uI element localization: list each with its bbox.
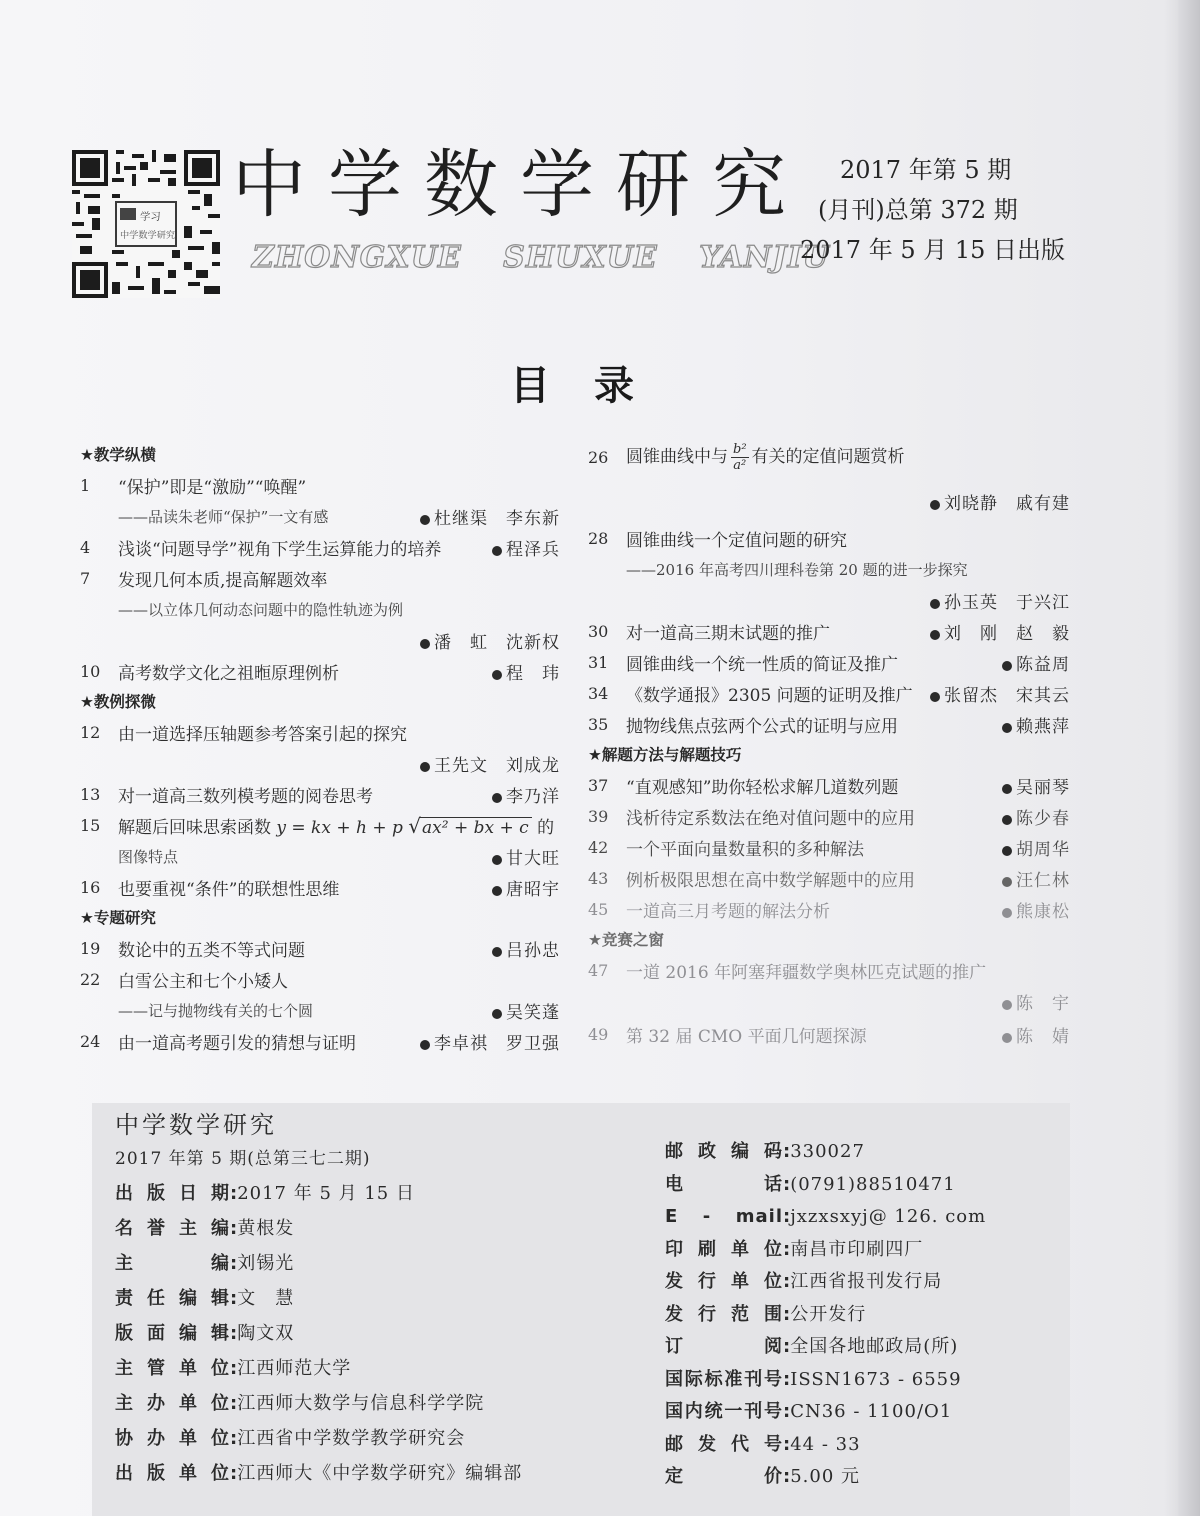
bullet-icon [930, 500, 940, 510]
masthead-key: 国际标准刊号 [665, 1368, 783, 1390]
masthead-key: 责任编辑 [115, 1288, 230, 1309]
masthead-key: 电话 [665, 1173, 783, 1195]
masthead-value: 江西师大数学与信息科学学院 [237, 1393, 485, 1414]
masthead-value: 南昌市印刷四厂 [790, 1238, 924, 1260]
svg-text:中学数学研究: 中学数学研究 [120, 230, 176, 241]
journal-title-pinyin: ZHONGXUE SHUXUE YANJIU [252, 240, 830, 275]
masthead-key: 名誉主编 [115, 1218, 230, 1239]
masthead-row [115, 1351, 635, 1386]
masthead-key: 版面编辑 [115, 1323, 230, 1344]
masthead-value: 江西师大《中学数学研究》编辑部 [237, 1463, 523, 1484]
toc-entry[interactable]: 42 一个平面向量数量积的多种解法 胡周华 [588, 838, 1070, 860]
colon: : [783, 1238, 791, 1260]
masthead-value: 江西师范大学 [237, 1358, 352, 1379]
section-heading: ★教例探微 [80, 693, 156, 711]
bullet-icon [1002, 1033, 1012, 1043]
section-heading: ★教学纵横 [80, 446, 156, 464]
bullet-icon [492, 793, 502, 803]
masthead-value: 44 - 33 [790, 1433, 861, 1455]
masthead-key: 主办单位 [115, 1393, 230, 1414]
masthead-value: 5.00 元 [790, 1466, 861, 1487]
toc-entry[interactable]: 12 由一道选择压轴题参考答案引起的探究 王先文 刘成龙 [80, 723, 560, 776]
masthead-issue: 2017 年第 5 期(总第三七二期) [115, 1149, 371, 1169]
colon: : [783, 1466, 791, 1487]
bullet-icon [492, 1009, 502, 1019]
masthead-value: 江西省中学数学教学研究会 [237, 1428, 466, 1449]
issue-number: 2017 年第 5 期 [840, 156, 1012, 184]
bullet-icon [930, 630, 940, 640]
colon: : [783, 1141, 791, 1162]
journal-title: 中学数学研究 [232, 142, 808, 228]
toc-entry[interactable]: 31 圆锥曲线一个统一性质的简证及推广 陈益周 [588, 653, 1070, 675]
masthead-right [665, 1136, 1065, 1494]
section-heading: ★解题方法与解题技巧 [588, 746, 742, 764]
bullet-icon [1002, 661, 1012, 671]
toc-entry[interactable]: 1 “保护”即是“激励”“唤醒” ——品读朱老师“保护”一文有感 杜继渠 李东新 [80, 476, 560, 529]
masthead-value: 330027 [790, 1141, 865, 1162]
colon: : [783, 1206, 791, 1227]
masthead-key: 出版日期 [115, 1183, 230, 1204]
toc-entry[interactable]: 34 《数学通报》2305 问题的证明及推广 张留杰 宋其云 [588, 684, 1070, 706]
toc-entry[interactable]: 19 数论中的五类不等式问题 吕孙忠 [80, 939, 560, 961]
masthead-value: ISSN1673 - 6559 [790, 1368, 962, 1390]
toc-entry[interactable]: 15 解题后回味思索函数 y = kx + h + p √ax² + bx + c 的 图像特点 甘大旺 [80, 814, 560, 869]
issue-info [800, 150, 1066, 270]
toc-entry[interactable]: 28 圆锥曲线一个定值问题的研究 ——2016 年高考四川理科卷第 20 题的进一步探究 孙玉英 于兴江 [588, 529, 1070, 613]
masthead-row [665, 1364, 1065, 1397]
bullet-icon [420, 1040, 430, 1050]
toc-left-column [80, 440, 560, 1057]
toc-entry[interactable]: 43 例析极限思想在高中数学解题中的应用 汪仁林 [588, 869, 1070, 891]
colon: : [230, 1358, 238, 1379]
masthead-row [665, 1461, 1065, 1494]
masthead-row [665, 1396, 1065, 1429]
toc-entry[interactable]: 49 第 32 届 CMO 平面几何题探源 陈 婧 [588, 1025, 1070, 1047]
colon: : [783, 1303, 791, 1325]
masthead-key: 邮政编码 [665, 1141, 783, 1162]
colon: : [230, 1218, 238, 1239]
formula-lhs: y = kx + h + p [276, 818, 403, 838]
masthead-row [115, 1421, 635, 1456]
masthead-row [665, 1299, 1065, 1332]
masthead-value: 江西省报刊发行局 [790, 1271, 943, 1292]
toc-entry[interactable]: 10 高考数学文化之祖暅原理例析 程 玮 [80, 662, 560, 684]
bullet-icon [492, 670, 502, 680]
masthead-row [115, 1386, 635, 1421]
masthead-key: 出版单位 [115, 1463, 230, 1484]
colon: : [230, 1463, 238, 1484]
masthead-key: E - mail [665, 1206, 783, 1227]
bullet-icon [930, 599, 940, 609]
colon: : [783, 1433, 791, 1455]
toc-entry[interactable]: 35 抛物线焦点弦两个公式的证明与应用 赖燕萍 [588, 715, 1070, 737]
toc-entry[interactable]: 13 对一道高三数列模考题的阅卷思考 李乃洋 [80, 785, 560, 807]
masthead-row [115, 1281, 635, 1316]
bullet-icon [1002, 846, 1012, 856]
colon: : [783, 1336, 791, 1357]
masthead-value: CN36 - 1100/O1 [790, 1401, 953, 1422]
bullet-icon [492, 947, 502, 957]
masthead-row [665, 1169, 1065, 1202]
bullet-icon [1002, 815, 1012, 825]
masthead-key: 定价 [665, 1466, 783, 1487]
masthead-value: (0791)88510471 [790, 1173, 956, 1195]
toc-entry[interactable]: 45 一道高三月考题的解法分析 熊康松 [588, 900, 1070, 922]
masthead-key: 订阅 [665, 1336, 783, 1357]
masthead-row [665, 1234, 1065, 1267]
masthead-left [115, 1108, 635, 1491]
bullet-icon [930, 692, 940, 702]
masthead-title: 中学数学研究 [115, 1111, 277, 1139]
masthead-value: 文 慧 [237, 1288, 295, 1309]
bullet-icon [420, 762, 430, 772]
bullet-icon [1002, 908, 1012, 918]
masthead-value: 黄根发 [237, 1218, 295, 1239]
masthead-key: 邮发代号 [665, 1433, 783, 1455]
masthead-value: 刘锡光 [237, 1253, 295, 1274]
masthead-value: 公开发行 [790, 1303, 867, 1325]
fraction-b2-a2: $\frac{\text{b²}}{\text{a²}}$ [733, 441, 747, 473]
toc-entry[interactable]: 39 浅析待定系数法在绝对值问题中的应用 陈少春 [588, 807, 1070, 829]
page-edge-shadow [1178, 0, 1200, 1516]
bullet-icon [420, 639, 430, 649]
bullet-icon [420, 515, 430, 525]
masthead-value: jxzxsxyj@ 126. com [790, 1206, 987, 1227]
section-heading: ★竞赛之窗 [588, 931, 664, 949]
masthead-row [665, 1201, 1065, 1234]
radical-sign: √ [408, 814, 422, 838]
toc-entry[interactable]: 47 一道 2016 年阿塞拜疆数学奥林匹克试题的推广 陈 宇 [588, 961, 1070, 1014]
masthead-key: 印刷单位 [665, 1238, 783, 1260]
masthead-row [115, 1211, 635, 1246]
bullet-icon [492, 886, 502, 896]
colon: : [230, 1393, 238, 1414]
toc-entry[interactable]: 30 对一道高三期末试题的推广 刘 刚 赵 毅 [588, 622, 1070, 644]
masthead-key: 国内统一刊号 [665, 1401, 783, 1422]
colon: : [230, 1183, 238, 1204]
bullet-icon [1002, 723, 1012, 733]
bullet-icon [492, 855, 502, 865]
masthead-value: 2017 年 5 月 15 日 [237, 1183, 415, 1204]
colon: : [230, 1288, 238, 1309]
masthead-row [665, 1266, 1065, 1299]
masthead-row [665, 1331, 1065, 1364]
masthead-row [665, 1429, 1065, 1462]
colon: : [783, 1271, 791, 1292]
masthead-key: 发行单位 [665, 1271, 783, 1292]
toc-entry[interactable]: 24 由一道高考题引发的猜想与证明 李卓祺 罗卫强 [80, 1032, 560, 1054]
masthead-row [115, 1176, 635, 1211]
masthead-row [665, 1136, 1065, 1169]
masthead-key: 协办单位 [115, 1428, 230, 1449]
toc-entry[interactable]: 22 白雪公主和七个小矮人 ——记与抛物线有关的七个圆 吴笑蓬 [80, 970, 560, 1023]
colon: : [783, 1368, 791, 1390]
toc-right-column [588, 440, 1070, 1050]
toc-heading: 目录 [510, 363, 678, 409]
masthead-value: 全国各地邮政局(所) [790, 1336, 959, 1357]
bullet-icon [492, 546, 502, 556]
colon: : [783, 1173, 791, 1195]
bullet-icon [1002, 1000, 1012, 1010]
qr-code-icon [72, 150, 220, 298]
bullet-icon [1002, 784, 1012, 794]
masthead-key: 主管单位 [115, 1358, 230, 1379]
toc-entry[interactable]: 7 发现几何本质,提高解题效率 ——以立体几何动态问题中的隐性轨迹为例 潘 虹 沈新权 [80, 569, 560, 653]
masthead-row [115, 1316, 635, 1351]
toc-entry[interactable]: 4 浅谈“问题导学”视角下学生运算能力的培养 程泽兵 [80, 538, 560, 560]
toc-entry[interactable]: 16 也要重视“条件”的联想性思维 唐昭宇 [80, 878, 560, 900]
colon: : [230, 1253, 238, 1274]
masthead-row [115, 1246, 635, 1281]
masthead-row [115, 1456, 635, 1491]
toc-entry[interactable]: 26 圆锥曲线中与 $\frac{\text{b²}}{\text{a²}}$ 有关的定值问题赏析 刘晓静 戚有建 [588, 441, 1070, 514]
colon: : [230, 1428, 238, 1449]
masthead-value: 陶文双 [237, 1323, 295, 1344]
colon: : [230, 1323, 238, 1344]
toc-entry[interactable]: 37 “直观感知”助你轻松求解几道数列题 吴丽琴 [588, 776, 1070, 798]
colon: : [783, 1401, 791, 1422]
section-heading: ★专题研究 [80, 909, 156, 927]
issue-total: (月刊)总第 372 期 [818, 196, 1018, 224]
bullet-icon [1002, 877, 1012, 887]
formula-radicand: ax² + bx + c [419, 817, 532, 838]
issue-date: 2017 年 5 月 15 日出版 [800, 236, 1066, 264]
svg-text:学习: 学习 [140, 211, 161, 223]
masthead-key: 主编 [115, 1253, 230, 1274]
masthead-key: 发行范围 [665, 1303, 783, 1325]
